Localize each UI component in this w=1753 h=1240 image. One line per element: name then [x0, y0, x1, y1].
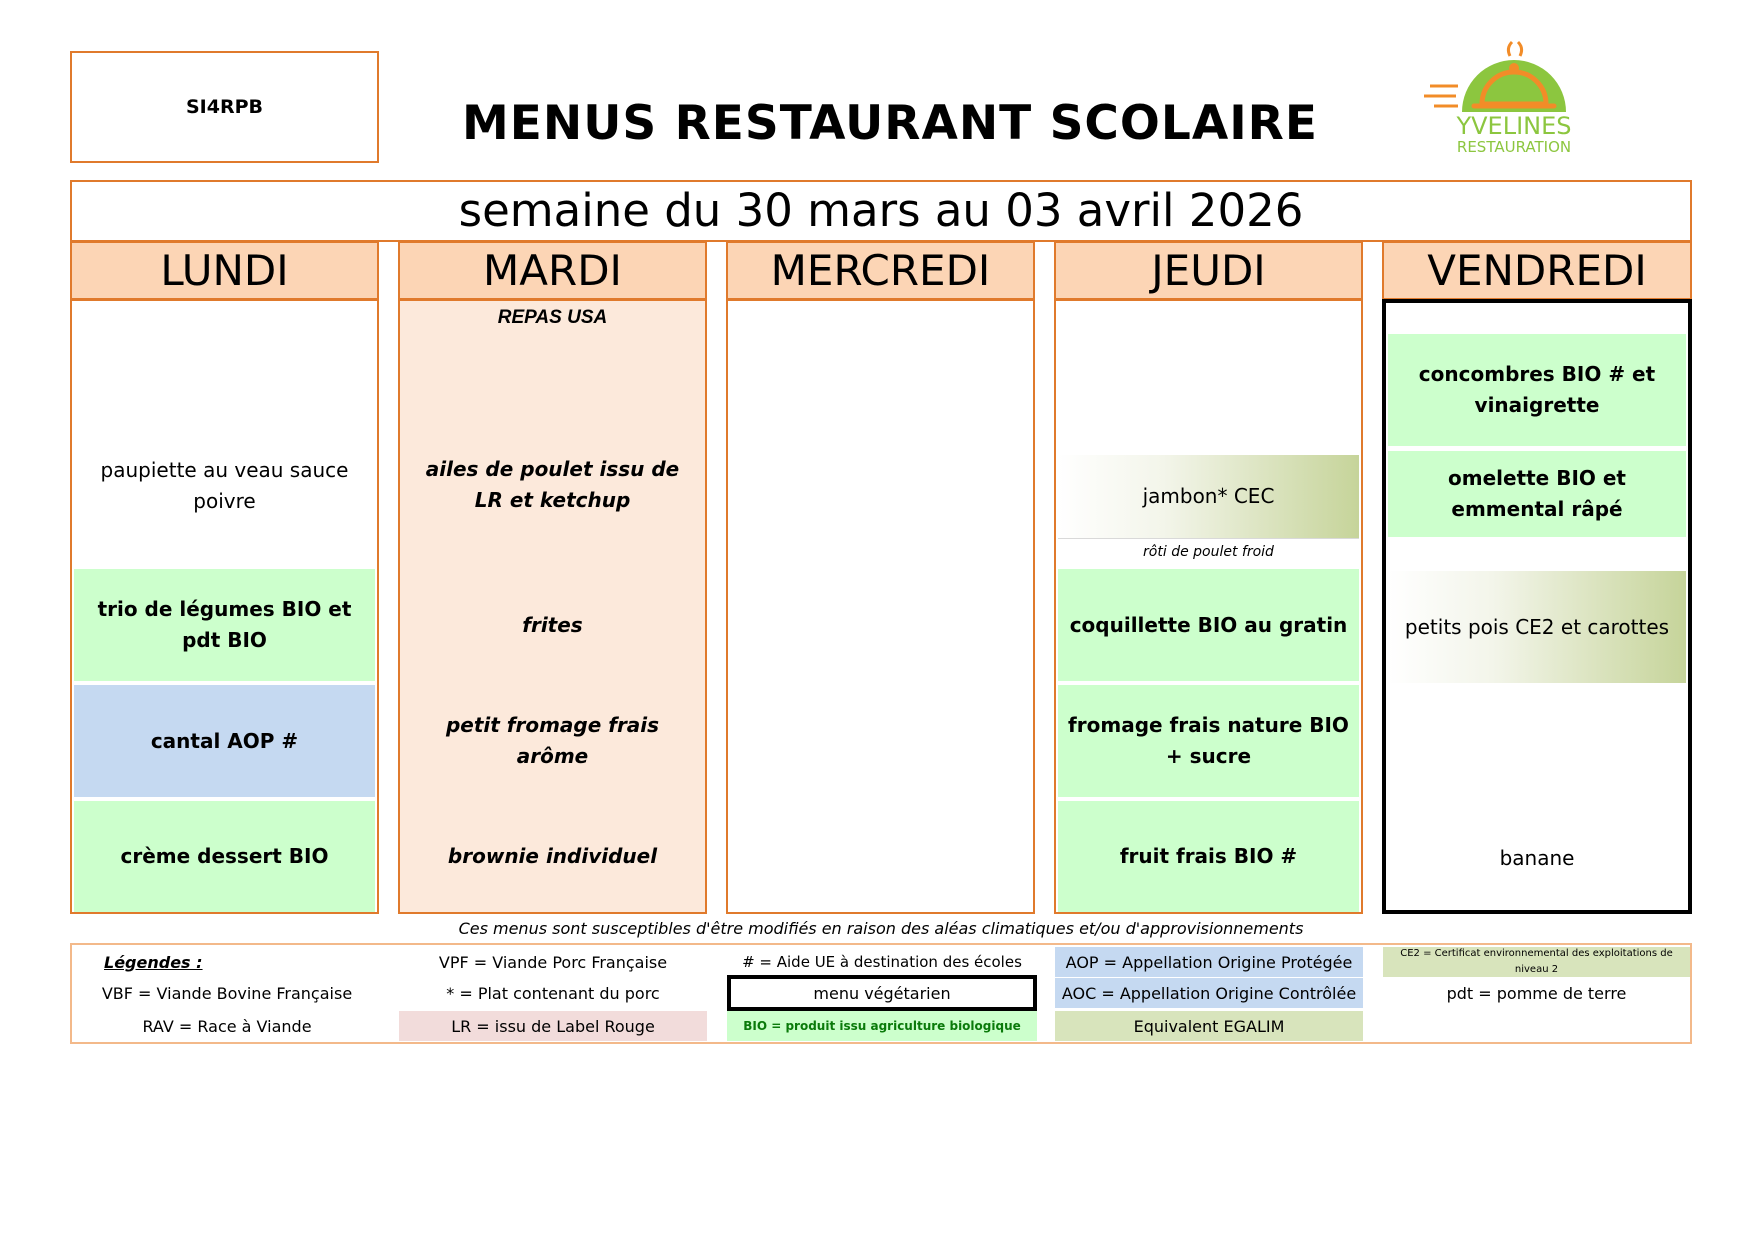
mardi-dessert: brownie individuel [447, 844, 658, 868]
day-header-lundi: LUNDI [70, 241, 379, 300]
yvelines-restauration-logo [1422, 38, 1602, 160]
legend-title: Légendes : [104, 952, 203, 972]
legend-veg: menu végétarien [727, 975, 1037, 1011]
column-vendredi [1382, 299, 1692, 914]
legend-hash: # = Aide UE à destination des écoles [742, 953, 1022, 971]
jeudi-accompagnement: coquillette BIO au gratin [1058, 569, 1359, 681]
week-banner: semaine du 30 mars au 03 avril 2026 [70, 180, 1692, 242]
legend-aoc: AOC = Appellation Origine Contrôlée [1055, 978, 1363, 1008]
jeudi-dessert: fruit frais BIO # [1058, 801, 1359, 912]
mardi-accompagnement: frites [522, 612, 583, 637]
jeudi-plat-alternative: rôti de poulet froid [1143, 544, 1274, 561]
day-header-vendredi: VENDREDI [1382, 241, 1692, 300]
lundi-dessert: crème dessert BIO [74, 801, 375, 912]
vendredi-plat: omelette BIO et emmental râpé [1388, 451, 1686, 537]
legend-aop: AOP = Appellation Origine Protégée [1055, 947, 1363, 977]
mardi-fromage: petit fromage frais arôme [445, 713, 660, 768]
legend-ce2: CE2 = Certificat environnemental des exploitations de niveau 2 [1383, 947, 1690, 977]
column-mercredi [726, 299, 1035, 914]
column-jeudi [1054, 299, 1363, 914]
legend-lr: LR = issu de Label Rouge [399, 1011, 707, 1041]
legend-rav: RAV = Race à Viande [142, 1016, 312, 1036]
legend-vpf: VPF = Viande Porc Française [438, 952, 668, 972]
legend-egalim: Equivalent EGALIM [1055, 1011, 1363, 1041]
day-header-jeudi: JEUDI [1054, 241, 1363, 300]
cloche-icon [1422, 38, 1602, 160]
school-code-box [70, 51, 379, 163]
legend-pdt: pdt = pomme de terre [1446, 983, 1627, 1003]
jeudi-fromage: fromage frais nature BIO + sucre [1058, 685, 1359, 797]
lundi-fromage: cantal AOP # [74, 685, 375, 797]
supply-notice: Ces menus sont susceptibles d'être modifiés en raison des aléas climatiques et/ou d'approvisionnements [458, 919, 1304, 938]
vendredi-accompagnement: petits pois CE2 et carottes [1388, 571, 1686, 683]
mardi-plat: ailes de poulet issu de LR et ketchup [425, 457, 680, 512]
lundi-accompagnement: trio de légumes BIO et pdt BIO [74, 569, 375, 681]
legend-porc: * = Plat contenant du porc [446, 983, 660, 1003]
legend-box [70, 943, 1692, 1044]
page-title: MENUS RESTAURANT SCOLAIRE [462, 96, 1318, 151]
legend-bio: BIO = produit issu agriculture biologique [727, 1011, 1037, 1041]
legend-vbf: VBF = Viande Bovine Française [101, 983, 353, 1003]
day-header-mardi: MARDI [398, 241, 707, 300]
column-lundi [70, 299, 379, 914]
mardi-theme: REPAS USA [497, 307, 608, 329]
lundi-plat: paupiette au veau sauce poivre [100, 458, 349, 513]
jeudi-plat: jambon* CEC [1058, 455, 1359, 539]
column-mardi [398, 299, 707, 914]
vendredi-dessert: banane [1499, 846, 1575, 870]
school-code: SI4RPB [185, 96, 263, 118]
day-header-mercredi: MERCREDI [726, 241, 1035, 300]
logo-line2: RESTAURATION [1456, 138, 1572, 156]
logo-line1: YVELINES [1456, 112, 1572, 140]
vendredi-entree: concombres BIO # et vinaigrette [1388, 334, 1686, 446]
